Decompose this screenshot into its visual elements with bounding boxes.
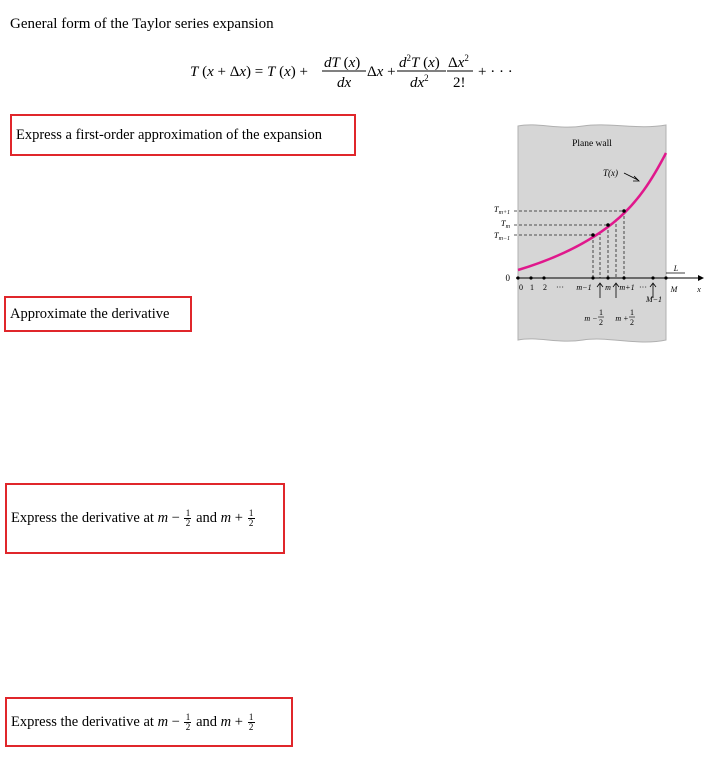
- tick-m: m: [605, 283, 611, 292]
- plane-wall-figure: [488, 118, 710, 350]
- wall-thickness-L: L: [673, 264, 679, 273]
- wall-label: Plane wall: [572, 139, 612, 149]
- t-label-m: T: [500, 218, 506, 228]
- tick-M: M: [670, 285, 678, 294]
- page-title: General form of the Taylor series expansion: [10, 16, 274, 32]
- svg-text:m −: m −: [584, 314, 598, 323]
- tick-2: 2: [543, 283, 547, 292]
- tick-m-minus-1: m−1: [576, 283, 592, 292]
- derivative-half-box-2: Express the derivative at m − 1 2 and m + 1 2: [5, 697, 293, 747]
- tick-1: 1: [530, 283, 534, 292]
- first-order-label: Express a first-order approximation of the expansion: [16, 126, 323, 143]
- svg-text:2!: 2!: [453, 75, 466, 91]
- svg-text:+ · · ·: + · · ·: [478, 64, 513, 80]
- svg-text:Δx +: Δx +: [367, 64, 396, 80]
- and-word: and: [196, 713, 218, 730]
- svg-text:2: 2: [630, 318, 634, 327]
- derivative-prefix: Express the derivative at: [11, 510, 154, 526]
- t-label-minus: T: [493, 230, 499, 240]
- taylor-equation: [190, 50, 530, 92]
- tick-dots-2: ···: [639, 283, 647, 292]
- svg-text:Δx2: $\Delta x^2$: [448, 53, 469, 71]
- curve-label: T(x): [603, 168, 618, 178]
- approx-derivative-label: Approximate the derivative: [10, 305, 170, 322]
- tick-M-minus-1: M−1: [645, 295, 663, 304]
- t-sub-minus: m−1: [498, 236, 510, 242]
- tick-0: 0: [519, 283, 523, 292]
- approx-derivative-box: [4, 296, 192, 332]
- svg-text:dx2: $dx^2$: [410, 73, 429, 91]
- t-label-plus: T: [493, 204, 499, 214]
- axis-x-label: x: [697, 285, 701, 294]
- svg-text:dx: dx: [337, 75, 352, 91]
- tick-m-plus-1: m+1: [619, 283, 635, 292]
- svg-text:Tm+1: [494, 204, 510, 216]
- t-sub-plus: m+1: [498, 210, 510, 216]
- svg-text:Tm−1: [494, 230, 510, 242]
- svg-text:Tm: [501, 218, 511, 230]
- svg-text:2: 2: [599, 318, 603, 327]
- derivative-prefix: Express the derivative at: [11, 713, 154, 730]
- svg-text:1: 1: [630, 308, 634, 317]
- svg-text:m +: m +: [615, 314, 629, 323]
- first-order-box: [10, 114, 356, 156]
- t-sub-m: m: [505, 224, 510, 230]
- axis-zero: 0: [505, 273, 510, 283]
- svg-text:dT (x): dT (x): [324, 55, 361, 71]
- svg-text:T (x + Δx) = T (x) +: T (x + Δx) = T (x) +: [190, 64, 308, 80]
- svg-text:1: 1: [599, 308, 603, 317]
- svg-text:d2T (x): $d^2T$ (x): [399, 53, 440, 71]
- and-word: and: [196, 510, 218, 526]
- derivative-half-box-1: Express the derivative at m − 1 2 and m + 1 2: [5, 483, 285, 554]
- tick-dots-1: ···: [556, 283, 564, 292]
